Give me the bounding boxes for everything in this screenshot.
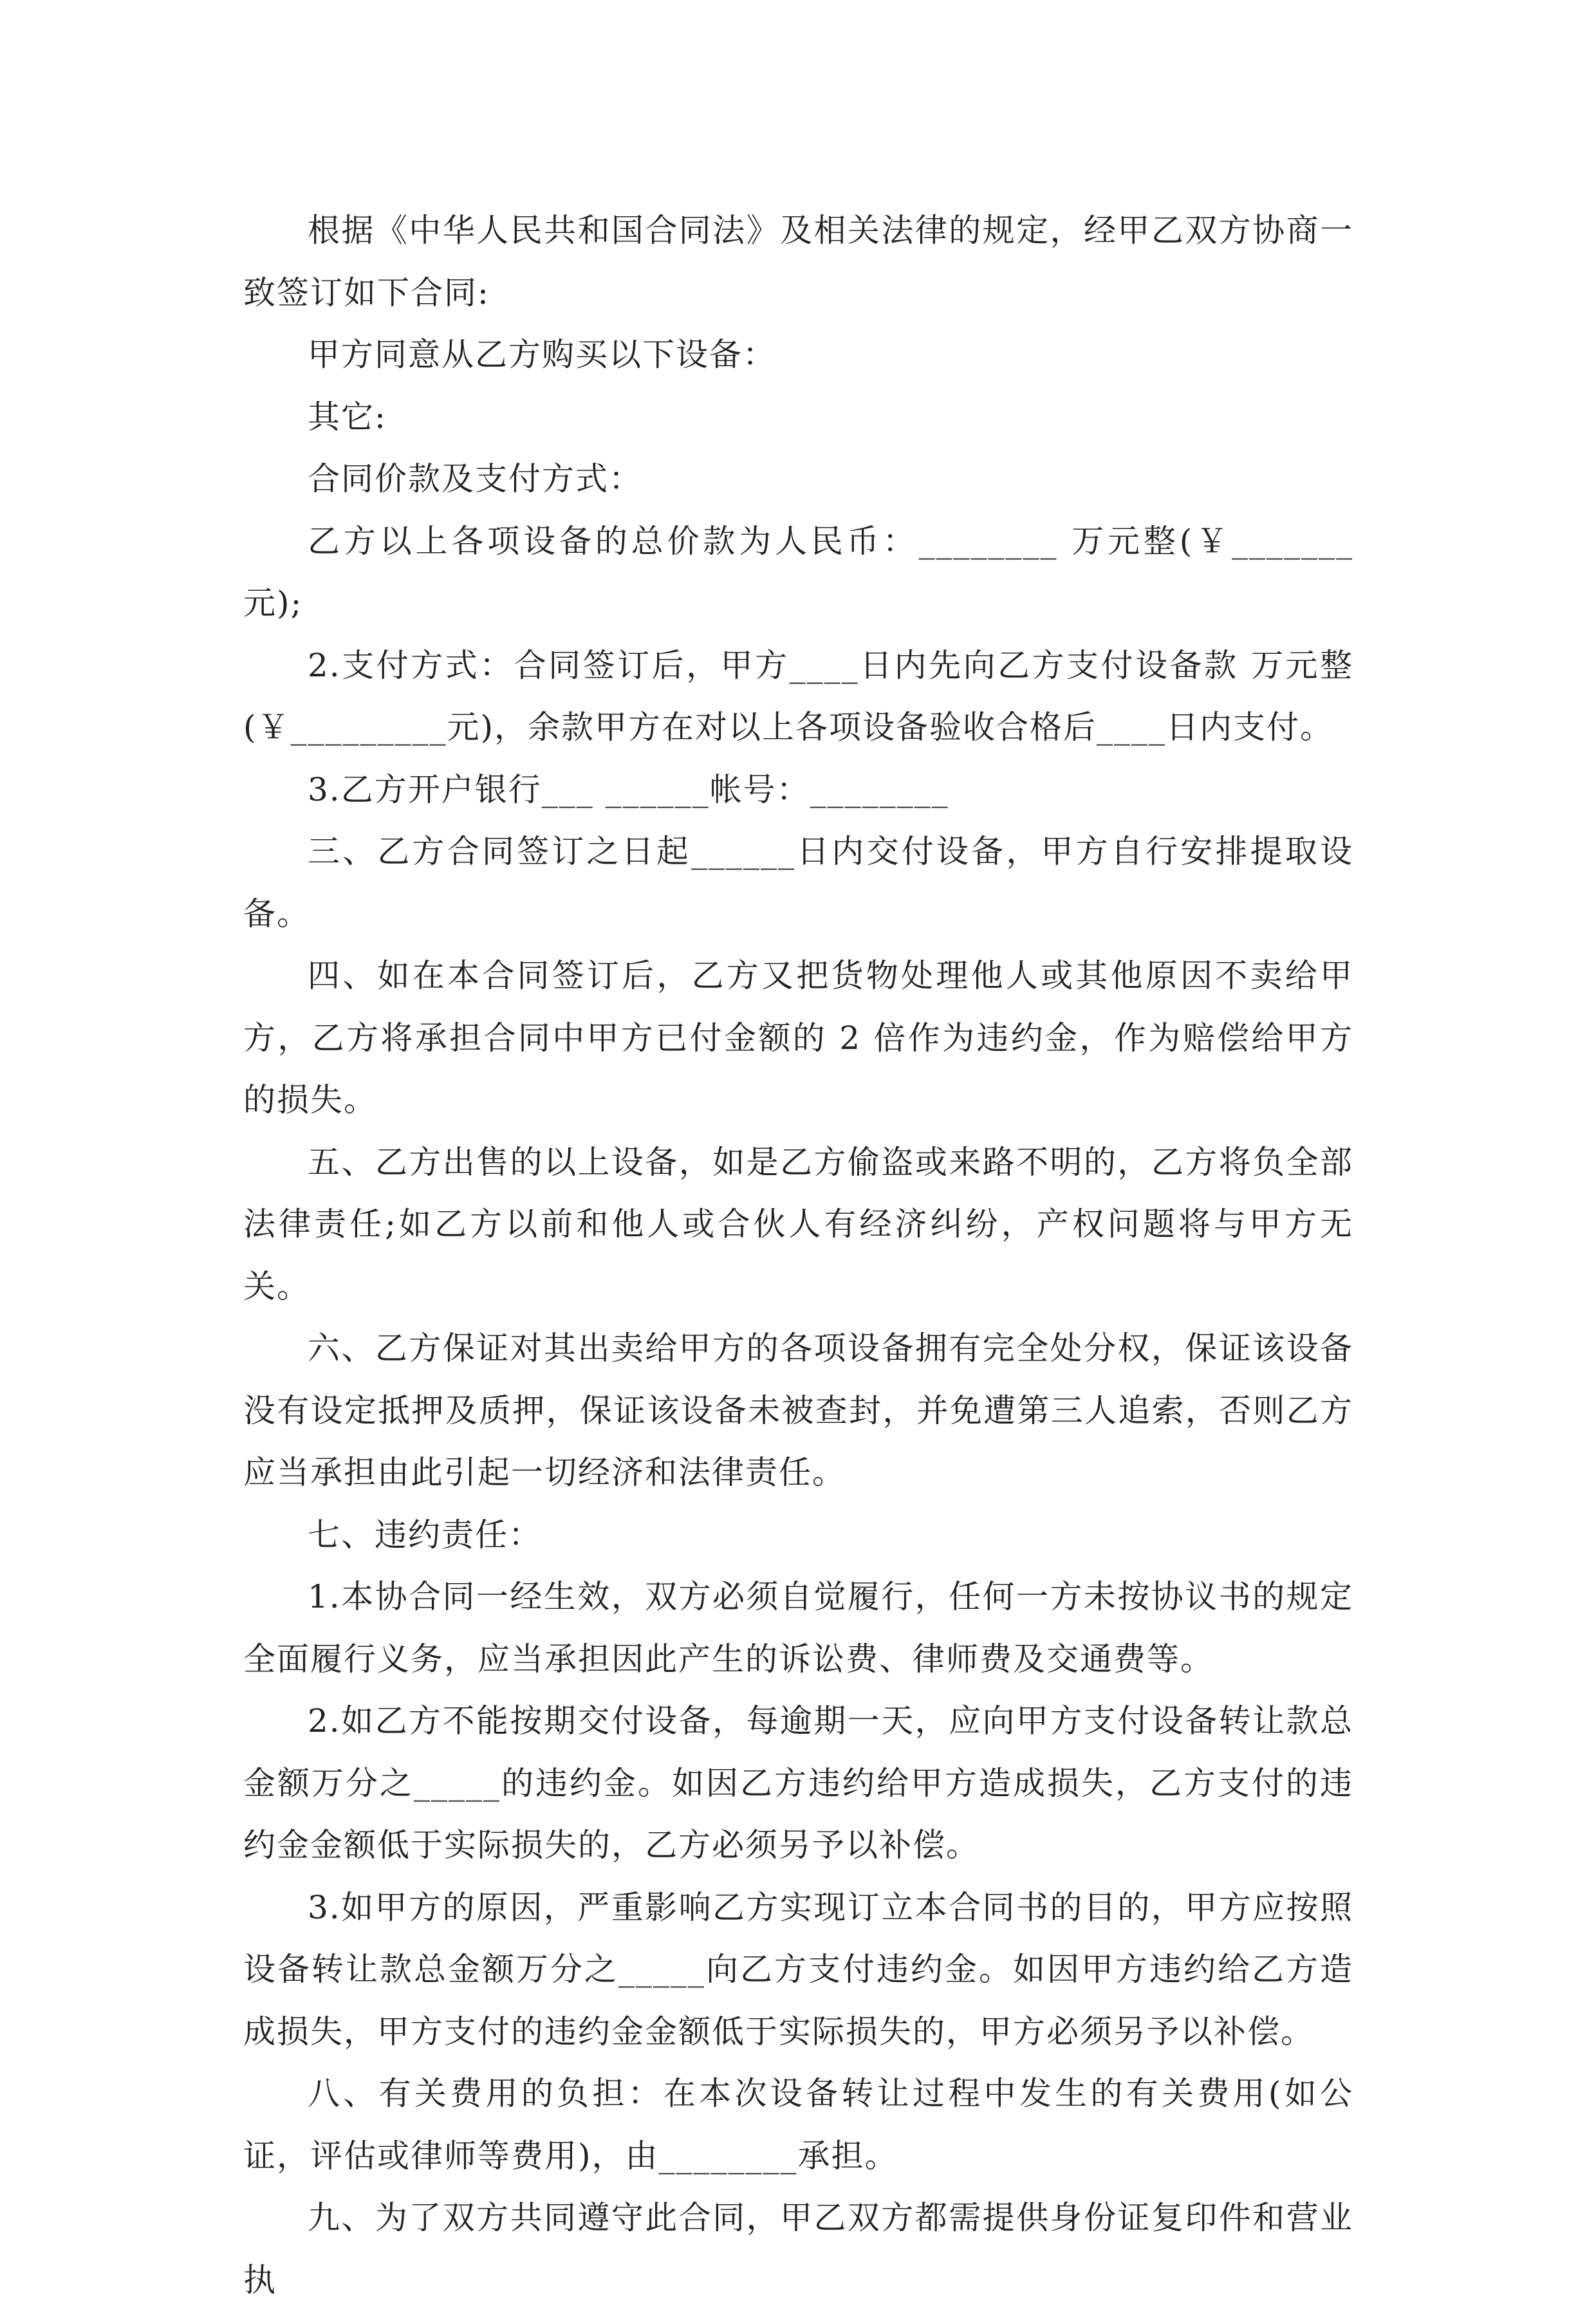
clause-8-fees: 八、有关费用的负担：在本次设备转让过程中发生的有关费用(如公证，评估或律师等费用)，由________承担。 <box>243 2075 1353 2175</box>
clause-9-documents: 九、为了双方共同遵守此合同，甲乙双方都需提供身份证复印件和营业执 <box>243 2199 1353 2299</box>
clause-7-heading: 七、违约责任： <box>308 1516 542 1554</box>
paragraph-price-heading: 合同价款及支付方式： <box>308 460 642 497</box>
clause-7-item-3: 3.如甲方的原因，严重影响乙方实现订立本合同书的目的，甲方应按照设备转让款总金额万分之_____向乙方支付违约金。如因甲方违约给乙方造成损失，甲方支付的违约金金额低于实际损失的，甲方必须另予以补偿。 <box>243 1888 1353 2050</box>
paragraph-bank-account: 3.乙方开户银行___ ______帐号：________ <box>308 770 949 808</box>
paragraph-other: 其它: <box>308 398 387 436</box>
clause-3-delivery: 三、乙方合同签订之日起______日内交付设备，甲方自行安排提取设备。 <box>243 833 1353 933</box>
clause-5-liability: 五、乙方出售的以上设备，如是乙方偷盗或来路不明的，乙方将负全部法律责任;如乙方以前和他人或合伙人有经济纠纷，产权问题将与甲方无关。 <box>243 1143 1353 1305</box>
paragraph-preamble: 根据《中华人民共和国合同法》及相关法律的规定，经甲乙双方协商一致签订如下合同: <box>243 212 1353 311</box>
clause-7-item-2: 2.如乙方不能按期交付设备，每逾期一天，应向甲方支付设备转让款总金额万分之_____的违约金。如因乙方违约给甲方造成损失，乙方支付的违约金金额低于实际损失的，乙方必须另予以补偿。 <box>243 1702 1353 1864</box>
clause-7-item-1: 1.本协合同一经生效，双方必须自觉履行，任何一方未按协议书的规定全面履行义务，应当承担因此产生的诉讼费、律师费及交通费等。 <box>243 1578 1353 1678</box>
clause-4-breach-sale: 四、如在本合同签订后，乙方又把货物处理他人或其他原因不卖给甲方，乙方将承担合同中甲方已付金额的 2 倍作为违约金，作为赔偿给甲方的损失。 <box>243 957 1353 1118</box>
paragraph-purchase-intent: 甲方同意从乙方购买以下设备： <box>308 336 776 373</box>
contract-body <box>243 200 1353 2311</box>
paragraph-payment-method: 2.支付方式：合同签订后，甲方____日内先向乙方支付设备款 万元整(￥_________元)，余款甲方在对以上各项设备验收合格后____日内支付。 <box>243 646 1353 746</box>
clause-6-guarantee: 六、乙方保证对其出卖给甲方的各项设备拥有完全处分权，保证该设备没有设定抵押及质押，保证该设备未被查封，并免遭第三人追索，否则乙方应当承担由此引起一切经济和法律责任。 <box>243 1330 1353 1491</box>
paragraph-total-price: 乙方以上各项设备的总价款为人民币：________ 万元整(￥_______元); <box>243 522 1353 622</box>
